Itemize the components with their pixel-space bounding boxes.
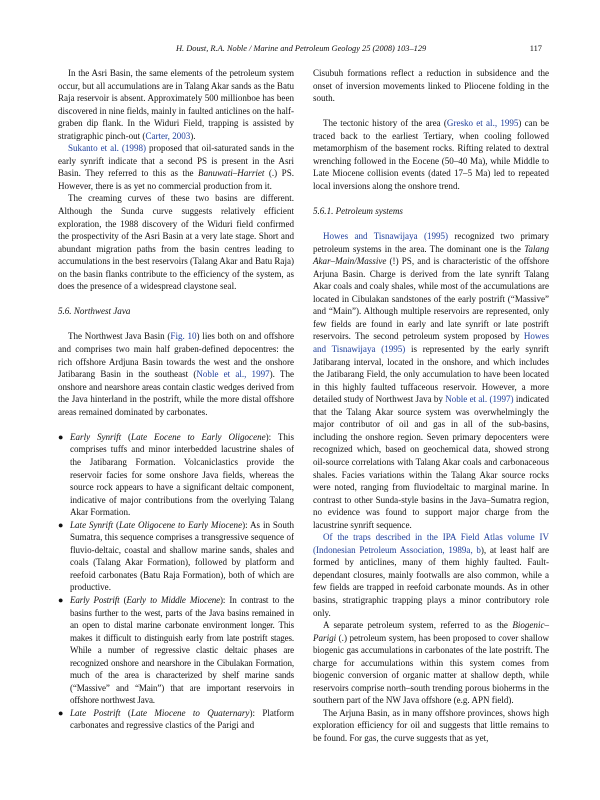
paragraph-text: (.) petroleum system, has been proposed to cover shallow biogenic gas accumulations in carbonates of the late postrift. The charge for accumulations within this system comes from biogenic conversion of organic matter at shallow depth, while reservoirs comprise north–south trending porous bioherms in the southern part of the NW Java offshore (e.g. APN field). bbox=[313, 632, 549, 706]
citation-link[interactable]: Gresko et al., 1995 bbox=[446, 118, 519, 129]
figure-link[interactable]: Fig. 10 bbox=[170, 331, 197, 342]
paragraph-sukanto bbox=[58, 142, 294, 192]
petroleum-system-name: Biogenic–Parigi bbox=[313, 620, 549, 643]
paragraph-text: proposed that oil-saturated sands in the early synrift indicate that a second PS is present in the Asri Basin. They referred to this as the bbox=[58, 143, 294, 179]
paragraph-text: ) lies both on and offshore and comprises two main half graben-defined depocentres: the rich offshore Ardjuna Basin towards the west and the onshore Jatibarang Basin in the southeast ( bbox=[58, 331, 295, 380]
running-title: H. Doust, R.A. Noble / Marine and Petroleum Geology 25 (2008) 103–129 bbox=[176, 44, 427, 53]
list-item-text: ): In contrast to the basins further to the west, parts of the Java basins remained in an open to distal marine carbonate environment longer. This makes it difficult to distinguish early from late postrift stages. While a number of regressive clastic deltaic phases are recognized onshore and nearshore in the Cibulakan Formation, much of the area is characterized by shelf marine sands (“Massive” and “Main”) that are important reservoirs in offshore northwest Java. bbox=[70, 594, 295, 706]
petroleum-system-name: Talang Akar–Main/Massive bbox=[313, 243, 549, 267]
paragraph-text: Of the traps described in the IPA Field Atlas volume IV ( bbox=[313, 532, 549, 555]
bullet-icon: ● bbox=[58, 519, 64, 530]
right-column bbox=[313, 67, 549, 745]
list-item: ● Early Synrift (Late Eocene to Early Oligocene): This comprises tuffs and minor interbedded lacustrine shales of the Jatibarang Formation. Volcaniclastics provide the reservoir facies for some onshore Java fields, whereas the source rock appears to have a significant deltaic component, indicative of major contributions from the overlying Talang Akar Formation. bbox=[58, 431, 294, 518]
stage-term: Early Synrift bbox=[70, 431, 122, 442]
paragraph-text: (!) PS, and is characteristic of the offshore Arjuna Basin. Charge is derived from the late synrift Talang Akar coals and coaly shales, while most of the accumulations are located in Cibulakan sandstones of the early postrift (“Massive” and “Main”). Although multiple reservoirs are represented, only few fields are found in early and late synrift or late postrift reservoirs. The second petroleum system proposed by bbox=[313, 256, 549, 342]
paragraph-cisubuh: Cisubuh formations reflect a reduction in subsidence and the onset of inversion movements linked to Pliocene folding in the south. bbox=[313, 68, 549, 104]
left-column bbox=[58, 67, 294, 732]
paragraph-text: A separate petroleum system, referred to as the bbox=[323, 620, 513, 631]
list-item-text: ): As in South Sumatra, this sequence comprises a transgressive sequence of fluvio-deltaic, coastal and shallow marine sands, shales and coals (Talang Akar Formation), followed by platform and reefoid carbonates (Batu Raja Formation), both of which are productive. bbox=[70, 519, 294, 593]
list-item: ● Late Synrift (Late Oligocene to Early Miocene): As in South Sumatra, this sequence comprises a transgressive sequence of fluvio-deltaic, coastal and shallow marine sands, shales and coals (Talang Akar Formation), followed by platform and reefoid carbonates (Batu Raja Formation), both of which are productive. bbox=[58, 519, 294, 593]
stratigraphy-list bbox=[58, 431, 294, 732]
citation-link[interactable]: Howes and Tisnawijaya (1995) bbox=[313, 331, 549, 355]
paragraph-northwest-java bbox=[58, 330, 294, 418]
subsection-heading: 5.6.1. Petroleum systems bbox=[313, 206, 403, 217]
list-item-text: ): Platform carbonates and regressive clastics of the Parigi and bbox=[70, 707, 294, 731]
paragraph-text: The tectonic history of the area ( bbox=[323, 118, 447, 129]
paragraph-text: indicated that the Talang Akar source system was overwhelmingly the major contributor of oil and gas in all of the sub-basins, including the onshore region. Seven primary depocenters were recognized which, based on geochemical data, showed strong oil-source correlations with Talang Akar coals and carbonaceous shales. Facies variations within the Talang Akar source rocks were noted, ranging from fluviodeltaic to marginal marine. In contrast to other Sunda-style basins in the Java–Sumatra region, no evidence was found to support major charge from the lacustrine synrift sequence. bbox=[313, 394, 549, 530]
citation-link[interactable]: Howes and Tisnawijaya (1995) bbox=[323, 231, 449, 242]
list-item: ● Early Postrift (Early to Middle Miocene): In contrast to the basins further to the west, parts of the Java basins remained in an open to distal marine carbonate environment longer. This makes it difficult to distinguish early from late postrift stages. While a number of regressive clastic deltaic phases are recognized onshore and nearshore in the Cibulakan Formation, much of the area is characterized by shelf marine sands (“Massive” and “Main”) that are important reservoirs in offshore northwest Java. bbox=[58, 594, 295, 706]
stage-term: Early Postrift bbox=[70, 594, 120, 605]
page-number: 117 bbox=[529, 44, 542, 53]
paragraph-text: (.) PS. However, there is as yet no commercial production from it. bbox=[58, 168, 294, 191]
running-header bbox=[58, 44, 542, 58]
citation-link[interactable]: Noble et al. (1997) bbox=[445, 394, 514, 405]
paragraph-arjuna-basin: The Arjuna Basin, as in many offshore provinces, shows high exploration efficiency for oil and suggests that little remains to be found. For gas, the curve suggests that as yet, bbox=[313, 707, 549, 743]
paragraph-text: ). The onshore and nearshore areas contain clastic wedges derived from the Java hinterland in the postrift, while the more distal offshore areas remained dominated by carbonates. bbox=[58, 369, 294, 417]
paragraph-creaming-curves: The creaming curves of these two basins are different. Although the Sunda curve suggests relatively efficient exploration, the 1988 discovery of the Widuri field confirmed the prospectivity of the Asri Basin at a very late stage. Short and abundant migration paths from the basin centres leading to accumulations in the best reservoirs (Talang Akar and Batu Raja) on the basin flanks contribute to the efficiency of the system, as does the presence of a widespread claystone seal. bbox=[58, 193, 294, 292]
stage-term: Late Synrift bbox=[70, 519, 114, 530]
list-item-text: ): This comprises tuffs and minor interbedded lacustrine shales of the Jatibarang Formation. Volcaniclastics provide the reservoir facies for some onshore Java fields, whereas the source rock appears to have a significant deltaic component, indicative of major contributions from the overlying Talang Akar Formation. bbox=[70, 431, 294, 518]
citation-link[interactable]: Noble et al., 1997 bbox=[196, 369, 270, 380]
paragraph-asri-basin bbox=[58, 67, 294, 142]
paragraph-text: recognized two primary petroleum systems in the area. The dominant one is the bbox=[313, 231, 549, 254]
paragraph-text: is represented by the early synrift Jatibarang interval, located in the onshore, and which includes the Jatibarang Field, the only accumulation to have been located in this highly faulted tuffaceous reservoir. However, a more detailed study of Northwest Java by bbox=[313, 344, 549, 405]
stage-term: Late Postrift bbox=[70, 707, 121, 718]
section-heading: 5.6. Northwest Java bbox=[58, 306, 131, 317]
paragraph-text: ) can be traced back to the earliest Tertiary, when cooling followed metamorphism of the basement rocks. Rifting related to dextral wrenching followed in the Eocene (50–40 Ma), while Middle to Late Miocene collision events (dated 17–5 Ma) led to repeated local inversions along the onshore trend. bbox=[313, 118, 549, 191]
list-item: ● Late Postrift (Late Miocene to Quaternary): Platform carbonates and regressive clastics of the Parigi and bbox=[58, 707, 294, 731]
bullet-icon: ● bbox=[58, 431, 64, 442]
paragraph-petroleum-systems bbox=[313, 230, 549, 531]
paragraph-text: ), at least half are formed by anticlines, many of them highly faulted. Fault-dependant closures, mainly footwalls are also common, while a few fields are trapped in reefoid carbonate mounds. As in other basins, stratigraphic trapping plays a minor contributory role only. bbox=[313, 544, 549, 618]
paragraph-tectonic-history bbox=[313, 117, 549, 192]
bullet-icon: ● bbox=[58, 707, 64, 718]
stage-age: Late Miocene to Quaternary bbox=[130, 707, 250, 718]
paragraph-text: The Northwest Java Basin ( bbox=[68, 331, 171, 342]
citation-link[interactable]: Sukanto et al. (1998) bbox=[68, 143, 147, 154]
stage-age: Late Eocene to Early Oligocene bbox=[131, 431, 266, 442]
stage-age: Late Oligocene to Early Miocene bbox=[119, 519, 243, 530]
paragraph-text: ). bbox=[190, 130, 196, 141]
citation-link[interactable]: Indonesian Petroleum Association, 1989a, b bbox=[316, 544, 481, 555]
citation-link[interactable]: Carter, 2003 bbox=[145, 130, 191, 141]
paragraph-traps bbox=[313, 531, 549, 619]
bullet-icon: ● bbox=[58, 594, 64, 605]
paragraph-text: In the Asri Basin, the same elements of the petroleum system occur, but all accumulations are in Talang Akar sands as the Batu Raja reservoir is absent. Approximately 500 millionboe has been discovered in nine fields, mainly in faulted anticlines on the half-graben dip flank. In the Widuri Field, trapping is assisted by stratigraphic pinch-out ( bbox=[58, 68, 294, 141]
petroleum-system-name: Banuwati–Harriet bbox=[198, 168, 265, 179]
stage-age: Early to Middle Miocene bbox=[126, 594, 221, 605]
paragraph-biogenic-parigi bbox=[313, 619, 549, 707]
